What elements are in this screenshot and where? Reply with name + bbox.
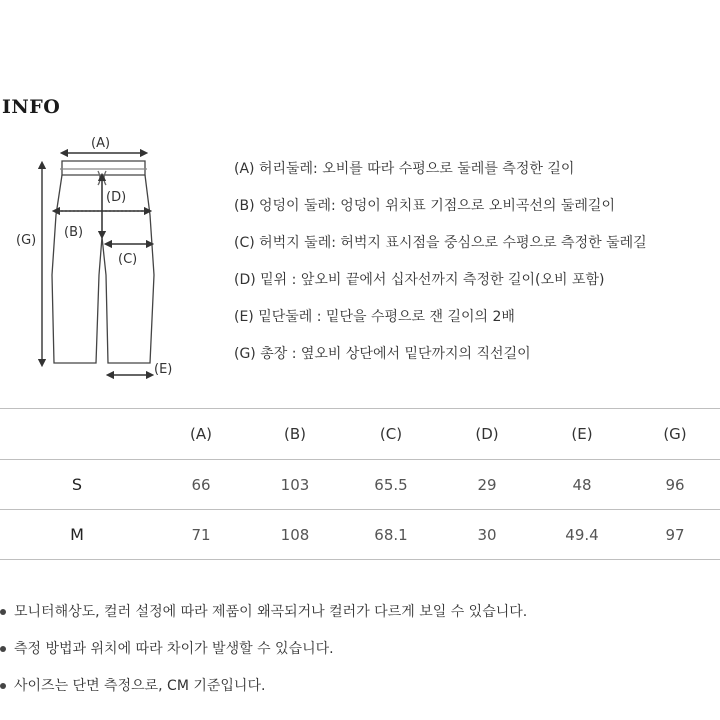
label-d: (D) <box>106 190 127 205</box>
size-table-container <box>0 408 720 560</box>
header-cell-e: (E) <box>571 425 593 443</box>
label-e: (E) <box>154 362 173 377</box>
table-cell: 49.4 <box>565 525 599 544</box>
table-cell: 66 <box>191 475 211 494</box>
table-cell: 48 <box>572 475 592 494</box>
label-b: (B) <box>64 225 84 240</box>
measurement-definitions <box>234 156 647 378</box>
definition-c: (C) 허벅지 둘레: 허벅지 표시점을 중심으로 수평으로 측정한 둘레길 <box>234 235 647 251</box>
table-cell: 103 <box>280 475 310 494</box>
header-cell-size <box>0 409 154 460</box>
definition-a: (A) 허리둘레: 오비를 따라 수평으로 둘레를 측정한 길이 <box>234 161 575 177</box>
header-cell-c: (C) <box>379 425 403 443</box>
bullet-icon <box>0 646 6 652</box>
label-a: (A) <box>91 136 111 151</box>
list-item <box>0 667 527 704</box>
table-cell-size: M <box>70 525 84 544</box>
table-row <box>0 460 720 510</box>
definition-b: (B) 엉덩이 둘레: 엉덩이 위치표 기점으로 오비곡선의 둘레길이 <box>234 198 615 214</box>
header-cell-g: (G) <box>663 425 687 443</box>
header-cell-d: (D) <box>475 425 499 443</box>
table-cell: 96 <box>665 475 685 494</box>
bullet-icon <box>0 683 6 689</box>
table-cell: 71 <box>191 525 211 544</box>
size-table <box>0 408 720 560</box>
pants-illustration <box>52 161 154 363</box>
table-cell: 65.5 <box>374 475 408 494</box>
note-text: 모니터해상도, 컬러 설정에 따라 제품이 왜곡되거나 컬러가 다르게 보일 수 있습니다. <box>14 603 528 620</box>
label-g: (G) <box>16 233 37 248</box>
note-text: 측정 방법과 위치에 따라 차이가 발생할 수 있습니다. <box>14 640 334 657</box>
header-cell-b: (B) <box>284 425 306 443</box>
table-cell: 29 <box>477 475 497 494</box>
section-heading: INFO <box>2 96 61 118</box>
note-text: 사이즈는 단면 측정으로, CM 기준입니다. <box>14 677 266 694</box>
table-cell-size: S <box>71 475 83 494</box>
table-cell: 108 <box>280 525 310 544</box>
table-row <box>0 510 720 560</box>
table-cell: 97 <box>665 525 685 544</box>
label-c: (C) <box>118 252 138 267</box>
bullet-icon <box>0 609 6 615</box>
definition-d: (D) 밑위 : 앞오비 끝에서 십자선까지 측정한 길이(오비 포함) <box>234 272 605 288</box>
table-header-row <box>0 409 720 460</box>
list-item <box>0 593 527 630</box>
definition-g: (G) 총장 : 옆오비 상단에서 밑단까지의 직선길이 <box>234 346 531 362</box>
pants-measurement-diagram <box>0 125 230 395</box>
header-cell-a: (A) <box>190 425 212 443</box>
table-cell: 30 <box>477 525 497 544</box>
list-item <box>0 630 527 667</box>
definition-e: (E) 밑단둘레 : 밑단을 수평으로 잰 길이의 2배 <box>234 309 515 325</box>
notes-list <box>0 593 527 704</box>
table-cell: 68.1 <box>374 525 408 544</box>
